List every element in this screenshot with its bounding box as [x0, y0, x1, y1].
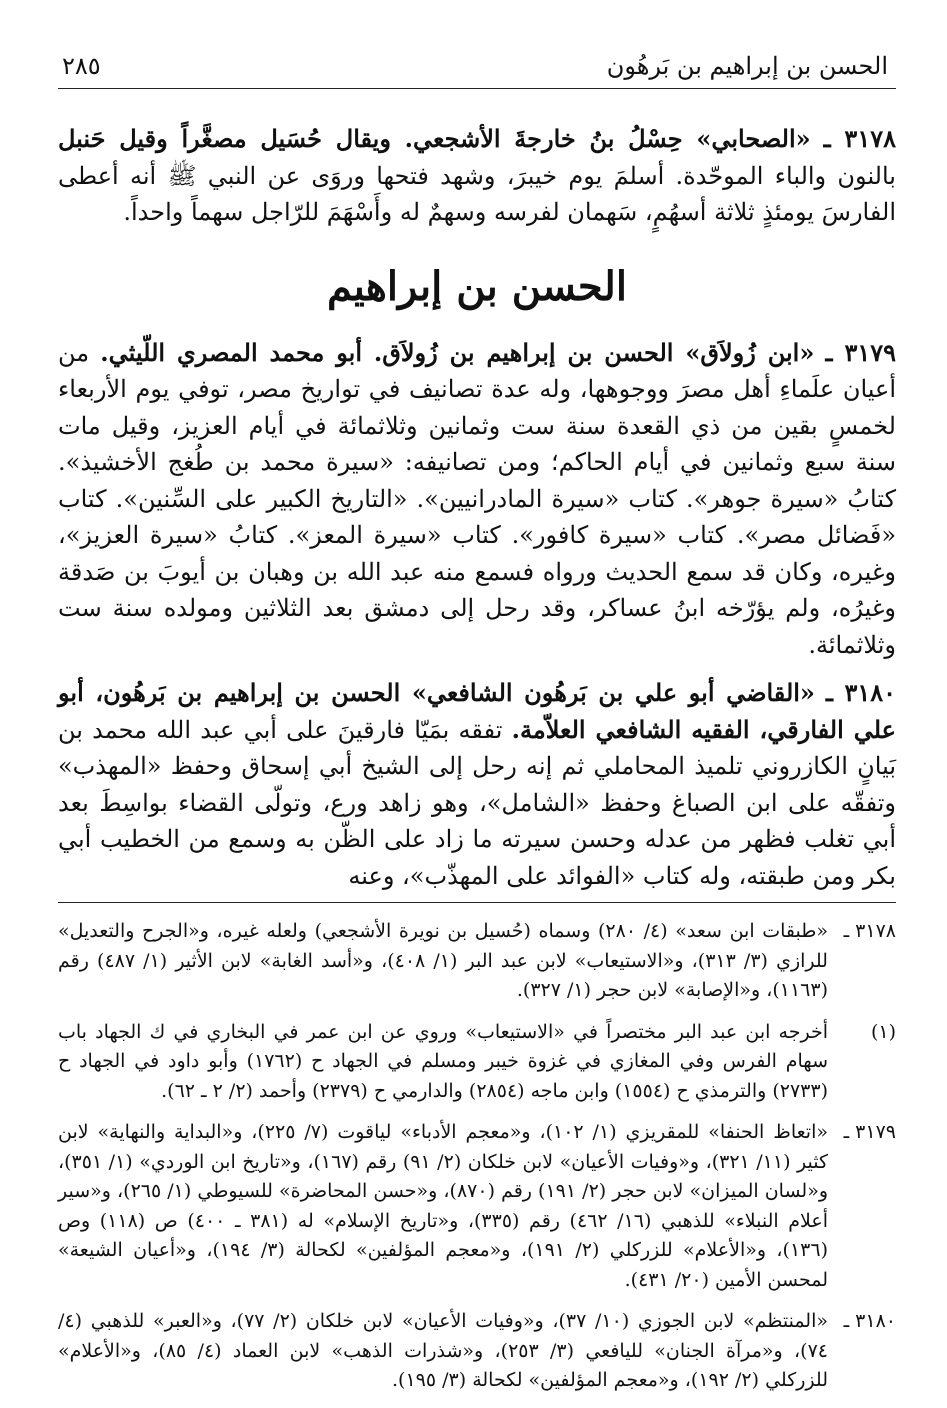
- section-heading: الحسن بن إبراهيم: [327, 262, 627, 310]
- entry-3180: [58, 675, 896, 894]
- entry-body: بالنون والباء الموحّدة. أسلمَ يوم خيبرَ، وشهد فتحها وروَى عن النبي ﷺ أنه أعطى الفارسَ يومئذٍ ثلاثة أسهُمٍ، سَهمان لفرسه وسهمٌ له وأَسْهَمَ للرّاجل سهماً واحداً.: [58, 161, 896, 226]
- entry-number: ٣١٧٩ ـ: [825, 337, 896, 367]
- running-header: [58, 48, 896, 89]
- footnote-text: «المنتظم» لابن الجوزي (١٠/ ٣٧)، و«وفيات الأعيان» لابن خلكان (٢/ ٧٧)، و«العبر» للذهبي (٤/ ٧٤)، و«مرآة الجنان» لليافعي (٣/ ٢٥٣)، و«شذرات الذهب» لابن العماد (٤/ ٨٥)، و«الأعلام» للزركلي (٢/ ١٩٢)، و«معجم المؤلفين» لكحالة (٣/ ١٩٥).: [58, 1310, 828, 1391]
- footnote-divider: [58, 902, 896, 903]
- footnote-number: ٣١٧٨ ـ: [843, 920, 896, 942]
- running-title: الحسن بن إبراهيم بن بَرهُون: [606, 52, 888, 80]
- footnote-number: ٣١٨٠ ـ: [843, 1310, 896, 1332]
- entry-3179: [58, 335, 896, 664]
- footnote-text: أخرجه ابن عبد البر مختصراً في «الاستيعاب» وروي عن ابن عمر في البخاري في ك الجهاد باب سهام الفرس وفي المغازي في غزوة خيبر ومسلم في الجهاد ح (١٧٦٢) وأبو داود في الجهاد ح (٢٧٣٣) والترمذي ح (١٥٥٤) وابن ماجه (٢٨٥٤) والدارمي ح (٢٣٧٩) وأحمد (٢/ ٢ ـ ٦٢).: [58, 1020, 828, 1102]
- footnote-item: [58, 1307, 896, 1396]
- footnote-item: [58, 1018, 896, 1107]
- page-number: ٢٨٥: [62, 52, 101, 80]
- footnote-item: [58, 917, 896, 1006]
- footnote-number: (١): [870, 1020, 896, 1043]
- footnote-item: [58, 1118, 896, 1295]
- footnote-text: «طبقات ابن سعد» (٤/ ٢٨٠) وسماه (حُسيل بن نويرة الأشجعي) ولعله غيره، و«الجرح والتعديل» للرازي (٣/ ٣١٣)، و«الاستيعاب» لابن عبد البر (١/ ٤٠٨)، و«أسد الغابة» لابن الأثير (١/ ٤٨٧) رقم (١١٦٣)، و«الإصابة» لابن حجر (١/ ٣٢٧).: [58, 920, 828, 1001]
- entry-heading: «الصحابي» حِسْلُ بنُ خارجةَ الأشجعي. ويقال حُسَيل مصغَّراً وقيل حَنبل: [58, 124, 811, 153]
- entry-heading: «ابن زُولاَق» الحسن بن إبراهيم بن زُولاَق. أبو محمد المصري اللّيثي.: [100, 337, 815, 367]
- book-page: [58, 48, 896, 1408]
- entry-body: تفقه بمَيّا فارقينَ على أبي عبد الله محمد بن بَيانٍ الكازروني تلميذ المحاملي ثم إنه رحل إلى الشيخ أبي إسحاق وحفظ «المهذب» وتفقّه على ابن الصباغ وحفظ «الشامل»، وهو زاهد ورع، وتولّى القضاء بواسِطَ بعد أبي تغلب فظهر من عدله وحسن سيرته ما زاد على الظّن به وسمع من الخطيب أبي بكر ومن طبقته، وله كتاب «الفوائد على المهذّب»، وعنه: [58, 715, 896, 890]
- entry-heading: «القاضي أبو علي بن بَرهُون الشافعي» الحسن بن إبراهيم بن بَرهُون، أبو علي الفارقي، الفقيه الشافعي العلاّمة.: [58, 678, 896, 744]
- main-text: [58, 121, 896, 894]
- footnotes: [58, 917, 896, 1396]
- entry-body: من أعيان علَماءِ أهل مصرَ ووجوهها، وله عدة تصانيف في تواريخ مصر، توفي يوم الأربعاء لخمسٍ بقين من ذي القعدة سنة ست وثمانين وثلاثمائة في أيام العزيز، وقيل مات سنة سبع وثمانين في أيام الحاكم؛ ومن تصانيفه: «سيرة محمد بن طُغج الأخشيذ». كتابُ «سيرة جوهر». كتاب «سيرة المادرانيين». «التاريخ الكبير على السِّنين». كتاب «فَضائل مصر». كتاب «سيرة كافور». كتاب «سيرة المعز». كتابُ «سيرة العزيز»، وغيره، وكان قد سمع الحديث ورواه فسمع منه عبد الله بن وهبان بن أيوبَ بن صَدقة وغيرُه، ولم يؤرّخه ابنُ عساكر، وقد رحل إلى دمشق بعد الثلاثين ومولده سنة ست وثلاثمائة.: [58, 338, 896, 659]
- entry-number: ٣١٨٠ ـ: [825, 678, 896, 707]
- entry-number: ٣١٧٨ ـ: [823, 124, 896, 153]
- footnote-number: ٣١٧٩ ـ: [843, 1121, 896, 1143]
- footnote-text: «اتعاظ الحنفا» للمقريزي (١/ ١٠٢)، و«معجم الأدباء» لياقوت (٧/ ٢٢٥)، و«البداية والنهاية» لابن كثير (١١/ ٣٢١)، و«وفيات الأعيان» لابن خلكان (٢/ ٩١) رقم (١٦٧)، و«تاريخ ابن الوردي» (١/ ٣٥١)، و«لسان الميزان» لابن حجر (٢/ ١٩١) رقم (٨٧٠)، و«حسن المحاضرة» للسيوطي (١/ ٢٦٥)، و«سير أعلام النبلاء» للذهبي (١٦/ ٤٦٢) رقم (٣٣٥)، و«تاريخ الإسلام» له (٣٨١ ـ ٤٠٠) ص (١١٨) وص (١٣٦)، و«الأعلام» للزركلي (٢/ ١٩١)، و«معجم المؤلفين» لكحالة (٣/ ١٩٤)، و«أعيان الشيعة» لمحسن الأمين (٢٠/ ٤٣١).: [58, 1121, 828, 1291]
- entry-3178: [58, 121, 896, 231]
